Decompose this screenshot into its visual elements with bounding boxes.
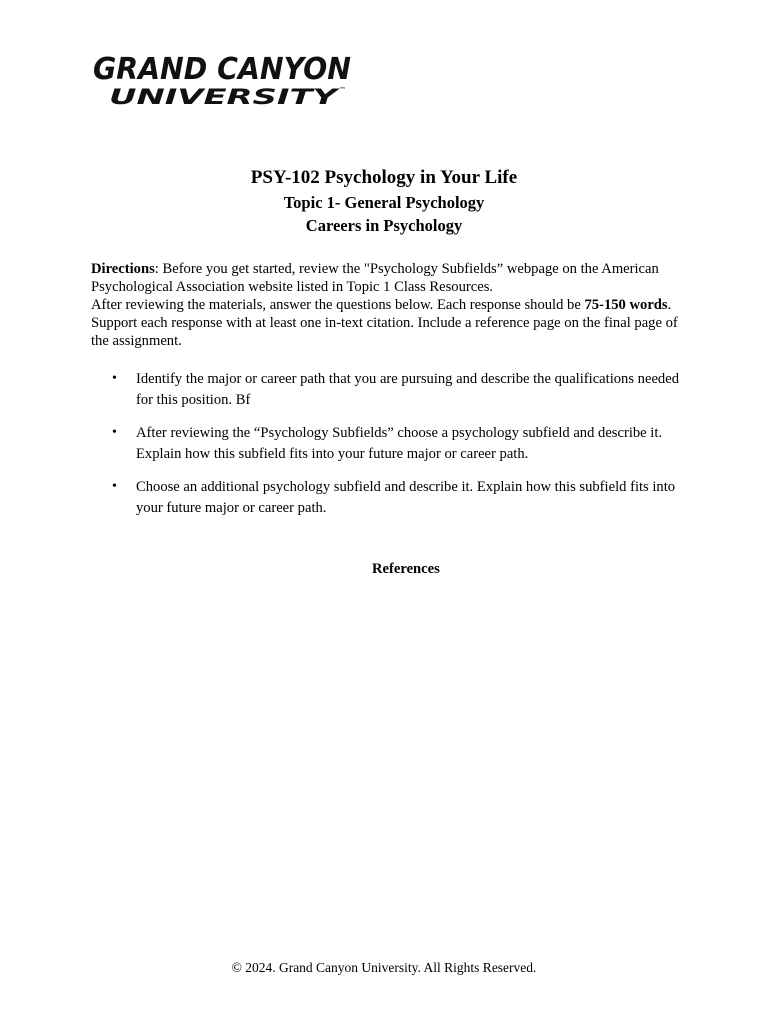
- topic-title: Topic 1- General Psychology: [283, 193, 485, 212]
- logo-line2: UNIVERSITY: [109, 85, 340, 109]
- question-item: [91, 477, 681, 518]
- directions-paragraph-1: [91, 260, 691, 296]
- bullet-icon: •: [112, 425, 117, 440]
- logo-trademark: ™: [339, 86, 346, 94]
- directions-text-2a: After reviewing the materials, answer the questions below. Each response should be: [91, 297, 585, 313]
- question-text: Choose an additional psychology subfield and describe it. Explain how this subfield fits into your future major or career path.: [136, 479, 676, 516]
- assignment-title: Careers in Psychology: [305, 216, 463, 235]
- bullet-icon: •: [112, 371, 117, 386]
- directions-text-1: : Before you get started, review the "Psychology Subfields” webpage on the American Psychological Association website listed in Topic 1 Class Resources.: [91, 261, 659, 295]
- logo-line1: GRAND CANYON: [93, 52, 351, 87]
- question-list: [91, 369, 681, 531]
- copyright-footer: © 2024. Grand Canyon University. All Rights Reserved.: [231, 960, 537, 975]
- directions-text-2b: . Support each response with at least one in-text citation. Include a reference page on the final page of the assignment.: [91, 297, 678, 349]
- directions-paragraph-2: [91, 296, 691, 350]
- word-count: 75-150 words: [584, 297, 668, 313]
- directions-label: Directions: [91, 261, 155, 277]
- question-text: Identify the major or career path that you are pursuing and describe the qualifications needed for this position. Bf: [136, 371, 679, 408]
- question-text: After reviewing the “Psychology Subfields” choose a psychology subfield and describe it. Explain how this subfield fits into your future major or career path.: [136, 425, 663, 462]
- bullet-icon: •: [112, 479, 117, 494]
- course-title: PSY-102 Psychology in Your Life: [250, 167, 518, 188]
- directions-block: [91, 260, 691, 350]
- references-heading: References: [372, 561, 440, 577]
- gcu-logo: [91, 48, 355, 112]
- question-item: [91, 423, 681, 464]
- document-header: [0, 165, 768, 237]
- question-item: [91, 369, 681, 410]
